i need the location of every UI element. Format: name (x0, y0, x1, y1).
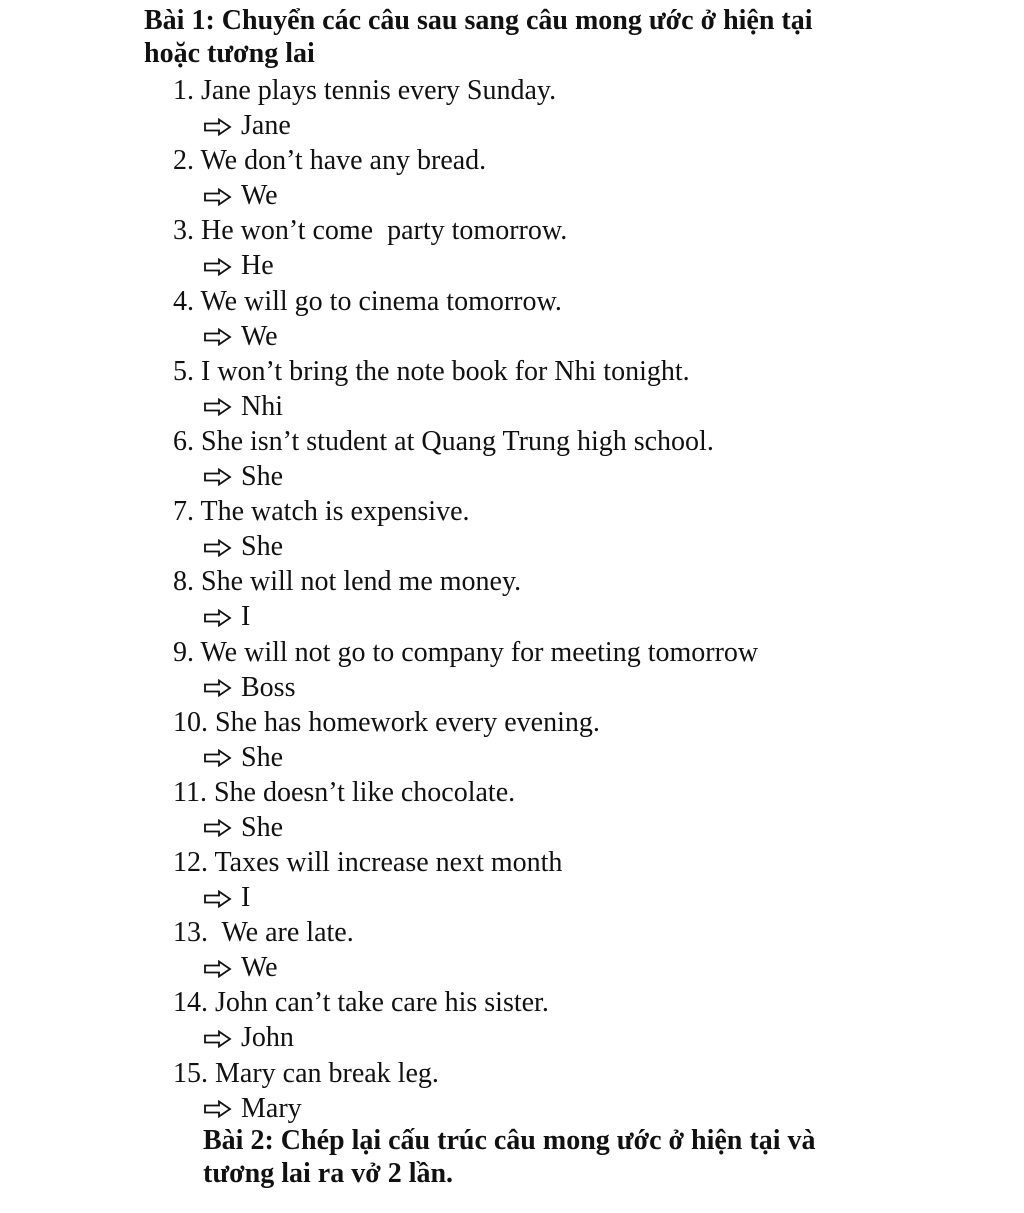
exercise-answer-line (173, 950, 973, 985)
exercise-item (173, 494, 973, 564)
exercise-answer-line (173, 1091, 973, 1126)
answer-start-word: She (241, 811, 283, 843)
exercise-2-heading-line-1: Bài 2: Chép lại cấu trúc câu mong ước ở hiện tại và (203, 1125, 816, 1156)
exercise-item (173, 845, 973, 915)
answer-start-word: We (241, 320, 278, 352)
arrow-right-icon (203, 819, 233, 837)
exercise-item (173, 985, 973, 1055)
exercise-question: 6. She isn’t student at Quang Trung high school. (173, 425, 714, 457)
exercise-item (173, 775, 973, 845)
exercise-1-heading (144, 4, 904, 70)
arrow-right-icon (203, 890, 233, 908)
exercise-item (173, 143, 973, 213)
exercise-question: 12. Taxes will increase next month (173, 847, 563, 879)
arrow-right-icon (203, 398, 233, 416)
exercise-item (173, 635, 973, 705)
answer-start-word: Boss (241, 671, 296, 703)
exercise-1-heading-line-1: Bài 1: Chuyển các câu sau sang câu mong ước ở hiện tại (144, 5, 813, 36)
answer-start-word: She (241, 531, 283, 563)
exercise-answer-line (173, 1020, 973, 1055)
exercise-question: 3. He won’t come party tomorrow. (173, 215, 568, 247)
arrow-right-icon (203, 749, 233, 767)
arrow-right-icon (203, 468, 233, 486)
exercise-item (173, 915, 973, 985)
exercise-2-heading (203, 1124, 903, 1190)
exercise-item (173, 213, 973, 283)
exercise-1-list (173, 73, 973, 1126)
answer-start-word: John (241, 1022, 294, 1054)
answer-start-word: Nhi (241, 390, 283, 422)
exercise-question: 5. I won’t bring the note book for Nhi tonight. (173, 355, 690, 387)
exercise-answer-line (173, 248, 973, 283)
arrow-right-icon (203, 1030, 233, 1048)
arrow-right-icon (203, 328, 233, 346)
exercise-1-heading-line-2: hoặc tương lai (144, 38, 315, 69)
exercise-question: 2. We don’t have any bread. (173, 145, 487, 177)
answer-start-word: Jane (241, 110, 291, 141)
arrow-right-icon (203, 539, 233, 557)
arrow-right-icon (203, 118, 233, 136)
exercise-answer-line (173, 599, 973, 634)
answer-start-word: She (241, 741, 283, 773)
exercise-answer-line (173, 880, 973, 915)
answer-start-word: We (241, 952, 278, 984)
exercise-answer-line (173, 178, 973, 213)
answer-start-word: I (241, 601, 251, 633)
answer-start-word: I (241, 882, 251, 914)
exercise-answer-line (173, 108, 973, 143)
exercise-answer-line (173, 529, 973, 564)
exercise-item (173, 354, 973, 424)
exercise-item (173, 284, 973, 354)
exercise-answer-line (173, 319, 973, 354)
answer-start-word: She (241, 460, 283, 492)
exercise-item (173, 1056, 973, 1126)
exercise-question: 14. John can’t take care his sister. (173, 987, 549, 1019)
exercise-2-heading-line-2: tương lai ra vở 2 lần. (203, 1158, 454, 1189)
exercise-question: 11. She doesn’t like chocolate. (173, 776, 516, 808)
exercise-item (173, 73, 973, 143)
exercise-question: 9. We will not go to company for meeting tomorrow (173, 636, 759, 668)
exercise-answer-line (173, 389, 973, 424)
exercise-question: 1. Jane plays tennis every Sunday. (173, 75, 557, 106)
exercise-question: 4. We will go to cinema tomorrow. (173, 285, 562, 317)
arrow-right-icon (203, 258, 233, 276)
exercise-question: 13. We are late. (173, 917, 354, 949)
arrow-right-icon (203, 1100, 233, 1118)
exercise-answer-line (173, 670, 973, 705)
answer-start-word: We (241, 180, 278, 212)
arrow-right-icon (203, 679, 233, 697)
answer-start-word: He (241, 250, 274, 282)
exercise-question: 15. Mary can break leg. (173, 1057, 439, 1089)
exercise-answer-line (173, 459, 973, 494)
exercise-item (173, 705, 973, 775)
exercise-answer-line (173, 740, 973, 775)
arrow-right-icon (203, 188, 233, 206)
arrow-right-icon (203, 960, 233, 978)
arrow-right-icon (203, 609, 233, 627)
exercise-item (173, 424, 973, 494)
answer-start-word: Mary (241, 1092, 302, 1124)
exercise-question: 10. She has homework every evening. (173, 706, 600, 738)
exercise-question: 7. The watch is expensive. (173, 496, 470, 528)
exercise-answer-line (173, 810, 973, 845)
exercise-question: 8. She will not lend me money. (173, 566, 522, 598)
exercise-item (173, 564, 973, 634)
